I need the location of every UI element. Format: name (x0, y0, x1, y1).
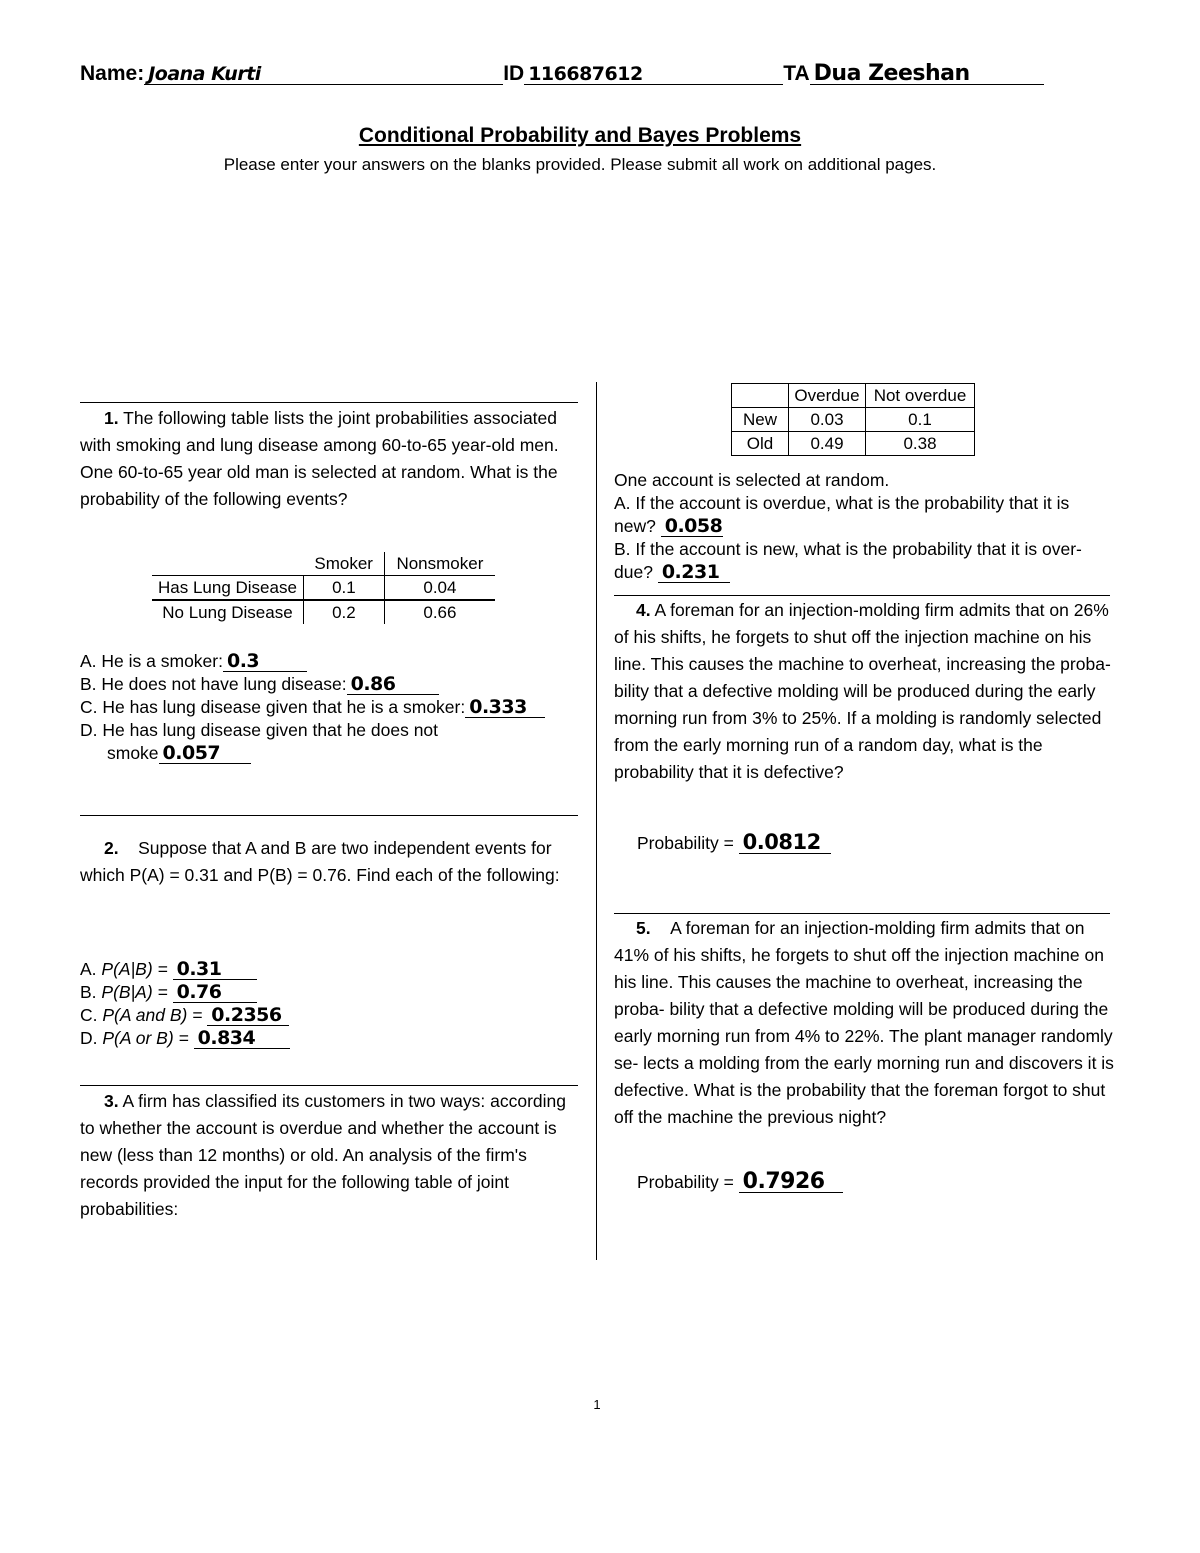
accounts-table (731, 383, 975, 456)
ta-label: TA (783, 62, 810, 85)
name-field (144, 64, 503, 85)
question-number: 2. (104, 838, 119, 858)
part-text: P(B|A) = (101, 982, 168, 1002)
column-header: Not overdue (866, 384, 975, 408)
part-d (80, 719, 580, 742)
column-header: Smoker (303, 552, 384, 576)
part-d-cont (80, 742, 580, 765)
answer: 0.76 (176, 981, 222, 1003)
table-cell: 0.66 (423, 602, 457, 622)
part-text: He has lung disease given that he is a smoker: (102, 697, 466, 717)
smoking-table (152, 552, 495, 624)
answer-blank (739, 832, 831, 854)
ta-value: Dua Zeeshan (813, 61, 970, 86)
part-b (80, 673, 580, 696)
part-a (614, 492, 1104, 538)
id-label: ID (503, 62, 525, 85)
part-label: B. (80, 982, 97, 1002)
answer: 0.834 (197, 1027, 256, 1049)
row-header: No Lung Disease (152, 600, 303, 624)
answer: 0.0812 (742, 830, 821, 854)
question-number: 4. (636, 600, 651, 620)
part-text: He does not have lung disease: (101, 674, 347, 694)
question-1 (80, 405, 578, 513)
part-d (80, 1027, 290, 1050)
part-text: smoke (107, 743, 159, 763)
column-header: Nonsmoker (396, 553, 484, 573)
question-number: 5. (636, 918, 651, 938)
part-c (80, 1004, 290, 1027)
table-cell: 0.04 (423, 577, 457, 597)
part-text: P(A|B) = (101, 959, 168, 979)
answer: 0.86 (350, 673, 396, 695)
part-c (80, 696, 580, 719)
part-label: A. (80, 959, 97, 979)
divider (80, 815, 578, 816)
question-text: Suppose that A and B are two independent events for which P(A) = 0.31 and P(B) = 0.76. Find each of the following: (80, 838, 560, 885)
part-b (80, 981, 290, 1004)
page-number: 1 (593, 1397, 601, 1412)
answer-blank (194, 1028, 290, 1049)
row-header: New (732, 408, 789, 432)
part-text: He has lung disease given that he does not (102, 720, 439, 740)
divider (614, 595, 1110, 596)
part-label: A. (80, 651, 97, 671)
answer: 0.058 (664, 515, 723, 537)
answer-label: Probability = (637, 1172, 734, 1192)
row-header: Has Lung Disease (152, 576, 303, 601)
part-label: D. (80, 1028, 98, 1048)
id-value: 116687612 (528, 63, 643, 85)
question-number: 1. (104, 408, 119, 428)
question-4 (614, 597, 1114, 786)
answer: 0.2356 (211, 1004, 282, 1026)
part-text: P(A or B) = (102, 1028, 189, 1048)
question-4-answer (637, 832, 831, 854)
part-text: P(A and B) = (102, 1005, 203, 1025)
part-a (80, 650, 580, 673)
question-number: 3. (104, 1091, 119, 1111)
question-1-parts (80, 650, 580, 765)
answer: 0.3 (226, 650, 260, 672)
column-divider (596, 382, 597, 1260)
question-2-parts (80, 958, 290, 1050)
question-5 (614, 915, 1118, 1131)
column-header: Overdue (789, 384, 866, 408)
table-cell: 0.1 (866, 408, 975, 432)
table-cell: 0.49 (789, 432, 866, 456)
question-text: A foreman for an injection-molding firm admits that on 41% of his shifts, he forgets to shut off the injection machine on his line. This causes the machine to overheat, increasing the proba- bility that a defective molding will be produced during the early morning run from 4% to 22%. The plant manager randomly se- lects a molding from the early morning run and discovers it is defective. What is the probability that the foreman forgot to shut off the machine the previous night? (614, 918, 1114, 1127)
answer-blank (347, 674, 439, 695)
name-value: Joana Kurti (148, 63, 261, 85)
table-cell: 0.1 (303, 576, 384, 601)
name-label: Name: (80, 62, 145, 85)
part-text: B. If the account is new, what is the probability that it is over-due? (614, 539, 1082, 582)
question-text: A foreman for an injection-molding firm admits that on 26% of his shifts, he forgets to shut off the injection machine on his line. This causes the machine to overheat, increasing the proba- bility that a defective molding will be produced during the early morning run from 3% to 25%. If a molding is randomly selected from the early morning run of a random day, what is the probability that it is defective? (614, 600, 1111, 782)
part-text: He is a smoker: (101, 651, 223, 671)
part-label: C. (80, 697, 98, 717)
divider (614, 913, 1110, 914)
table-cell: 0.2 (303, 600, 384, 624)
page-title: Conditional Probability and Bayes Problems (358, 124, 802, 147)
answer-blank (465, 697, 545, 718)
answer: 0.231 (661, 561, 720, 583)
answer: 0.7926 (742, 1169, 825, 1194)
answer-blank (223, 651, 307, 672)
answer-blank (159, 743, 251, 764)
part-a (80, 958, 290, 981)
question-3-intro: One account is selected at random. (614, 470, 890, 490)
part-label: D. (80, 720, 98, 740)
divider (80, 1085, 578, 1086)
answer: 0.333 (469, 696, 527, 718)
divider (80, 402, 578, 403)
row-header: Old (732, 432, 789, 456)
part-label: B. (80, 674, 97, 694)
question-text: The following table lists the joint probabilities associated with smoking and lung disease among 60-to-65 year-old men. One 60-to-65 year old man is selected at random. What is the probability of the following events? (80, 408, 559, 509)
table-cell: 0.03 (789, 408, 866, 432)
answer-blank (173, 982, 257, 1003)
answer-blank (661, 516, 723, 537)
answer-blank (173, 959, 257, 980)
answer-blank (658, 562, 730, 583)
question-text: A firm has classified its customers in two ways: according to whether the account is overdue and whether the account is new (less than 12 months) or old. An analysis of the firm's records provided the input for the following table of joint probabilities: (80, 1091, 567, 1219)
ta-field (810, 61, 1044, 86)
question-3-parts (614, 469, 1104, 584)
answer: 0.31 (176, 958, 222, 980)
answer-label: Probability = (637, 833, 734, 853)
answer-blank (739, 1169, 843, 1194)
answer: 0.057 (162, 742, 221, 764)
question-3 (80, 1088, 578, 1223)
name-line (80, 62, 1044, 86)
part-label: C. (80, 1005, 98, 1025)
id-field (524, 64, 783, 85)
answer-blank (207, 1005, 289, 1026)
instructions: Please enter your answers on the blanks provided. Please submit all work on additional pages. (223, 155, 937, 174)
question-2 (80, 835, 578, 889)
question-5-answer (637, 1169, 843, 1194)
part-b (614, 538, 1104, 584)
part-text: A. If the account is overdue, what is the probability that it is new? (614, 493, 1070, 536)
table-cell: 0.38 (866, 432, 975, 456)
